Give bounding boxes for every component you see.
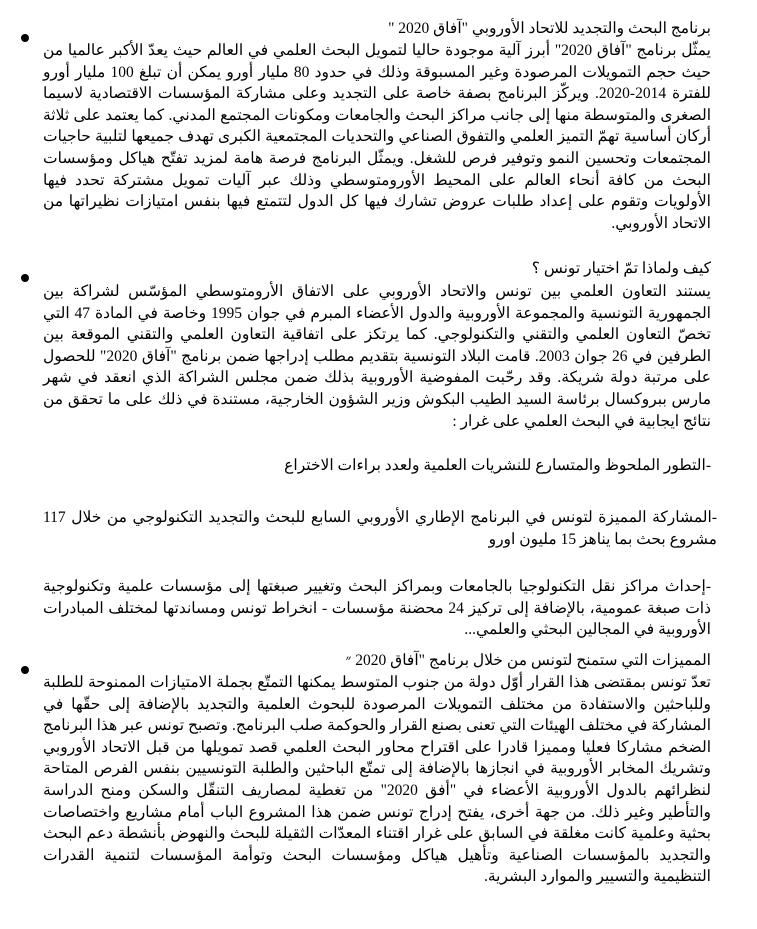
section-3-body: تعدّ تونس بمقتضى هذا القرار أوّل دولة من جنوب المتوسط يمكنها التمتّع بجملة الامتيازات الممنوحة للطلبة وللباحثين والاستفادة من مختلف التمويلات المرصودة للبحوث العلمية والتجديد بالإضافة إلى حقّها في المشاركة في مختلف الهيئات التي تعنى بصنع القرار والحوكمة صلب البرنامج. وتصبح تونس عبر هذا البرنامج الضخم مشاركا فعليا ومميزا قادرا على اقتراح محاور البحث العلمي قصد تمويلها من قبل الاتحاد الأوروبي وتشريك المخابر الأوروبية في انجازها بالإضافة إلى تمتّع الباحثين والطلبة التونسيين بنفس الفرص المتاحة لنظرائهم بالدول الأوروبية الأعضاء في "أفق 2020" من تغطية لمصاريف التنقّل والسكن ومنح الدراسة والتأطير وغير ذلك. من جهة أخرى، يفتح إدراج تونس ضمن هذا المشروع الباب أمام مشاريع واختصاصات بحثية وعلمية كانت مغلقة في السابق على غرار اقتناء المعدّات الثقيلة للبحث والنهوض بأنشطة دعم البحث والتجديد بالمؤسسات الصناعية وتأهيل هياكل ومؤسسات البحث وتوأمة المؤسسات لتنمية القدرات التنظيمية والتسيير والموارد البشرية. (43, 674, 711, 886)
bullet-section-3 (21, 666, 29, 674)
section-2-item-1: -التطور الملحوظ والمتسارع للنشريات العلمية ولعدد براءات الاختراع (284, 457, 711, 474)
section-1-body: يمثّل برنامج "آفاق 2020" أبرز آلية موجودة حاليا لتمويل البحث العلمي في العالم حيث يعدّ الأكبر عالميا من حيث حجم التمويلات المرصودة وغير المسبوقة وذلك في حدود 80 مليار أورو يمكن أن تبلغ 100 مليار أورو للفترة 2014-2020. ويركّز البرنامج بصفة خاصة على التجديد وعلى مشاركة المؤسسات الاقتصادية لاسيما الصغرى والمتوسطة منها إلى جانب مراكز البحث والجامعات ومكونات المجتمع المدني. كما يعتمد على ثلاثة أركان أساسية تهمّ التميز العلمي والتفوق الصناعي والتحديات المجتمعية الكبرى تهدف جميعها لتلبية حاجيات المجتمعات وتحسين النمو وتوفير فرص للشغل. ويمثّل البرنامج فرصة هامة لمزيد تفتّح هياكل ومؤسسات البحث من كافة أنحاء العالم على المحيط الأورومتوسطي وذلك عبر آليات تمويل مشتركة تحدد فيها الأولويات وتقوم على إعداد طلبات عروض تشارك فيها كل الدول لتتمتع فيها بنفس امتيازات نظيراتها من الاتحاد الأوروبي. (43, 42, 712, 232)
section-2-item-3: -إحداث مراكز نقل التكنولوجيا بالجامعات وبمراكز البحث وتغيير صبغتها إلى مؤسسات علمية وتكنولوجية ذات صبغة عمومية، بالإضافة إلى تركيز 24 محضنة مؤسسات - انخراط تونس ومساندتها لمختلف المبادرات الأوروبية في المجالين البحثي والعلمي... (43, 578, 711, 639)
bullet-section-2 (21, 274, 29, 282)
section-2-item-2: -المشاركة المميزة لتونس في البرنامج الإطاري الأوروبي السابع للبحث والتجديد التكنولوجي من خلال 117 مشروع بحث بما يناهز 15 مليون اورو (43, 509, 717, 548)
section-2-title: كيف ولماذا تمّ اختيار تونس ؟ (531, 260, 711, 277)
section-2-body: يستند التعاون العلمي بين تونس والاتحاد الأوروبي على الاتفاق الأرومتوسطي المؤسّس لشراكة بين الجمهورية التونسية والمجموعة الأوروبية والدول الأعضاء المبرم في جوان 1995 وخاصة في المادة 47 التي تخصّ التعاون العلمي والتقني والتكنولوجي. كما يرتكز على اتفاقية التعاون العلمي والتقني الموقعة بين الطرفين في 26 جوان 2003. قامت البلاد التونسية بتقديم مطلب إدراجها ضمن برنامج "آفاق 2020" للحصول على مرتبة دولة شريكة. وقد رحّبت المفوضية الأوروبية بذلك ضمن مجلس الشراكة الذي انعقد في شهر مارس ببروكسال برئاسة السيد الطيب البكوش وزير الشؤون الخارجية، مستندة في ذلك على ما تحقق من نتائج ايجابية في البحث العلمي على غرار : (43, 283, 712, 430)
section-3-title: المميزات التي ستمنح لتونس من خلال برنامج "آفاق 2020 ״ (345, 652, 711, 669)
bullet-section-1 (21, 34, 29, 42)
section-1-title: برنامج البحث والتجديد للاتحاد الأوروبي "آفاق 2020 " (388, 20, 711, 37)
